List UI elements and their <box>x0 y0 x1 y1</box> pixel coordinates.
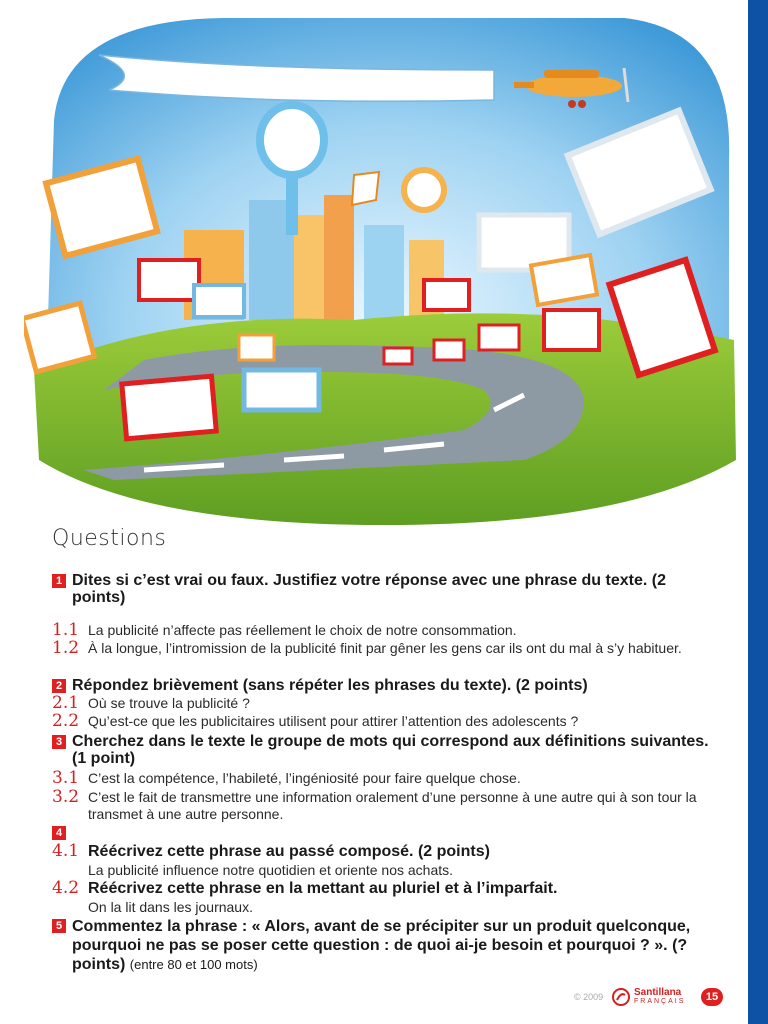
publisher-subtitle: FRANÇAIS <box>634 998 686 1005</box>
question-number-badge: 1 <box>52 574 66 588</box>
sub-question-3-1 <box>52 770 722 787</box>
question-3 <box>52 733 722 767</box>
sub-question-text: C’est la compétence, l’habileté, l’ingéniosité pour faire quelque chose. <box>88 770 521 786</box>
word-count-note: (entre 80 et 100 mots) <box>129 957 258 972</box>
sub-question-text: La publicité n’affecte pas réellement le choix de notre consommation. <box>88 622 517 638</box>
sub-question-text: Qu’est-ce que les publicitaires utilisent pour attirer l’attention des adolescents ? <box>88 713 579 729</box>
sub-question-2-1 <box>52 695 722 712</box>
sub-question-text: Où se trouve la publicité ? <box>88 695 250 711</box>
sub-question-text: À la longue, l’intromission de la publicité finit par gêner les gens car ils ont du mal à s’y habituer. <box>88 640 682 656</box>
sentence-to-rewrite: La publicité influence notre quotidien et oriente nos achats. <box>88 862 454 878</box>
question-number-badge: 4 <box>52 826 66 840</box>
sub-question-2-2 <box>52 713 722 730</box>
copyright-year: © 2009 <box>574 992 604 1002</box>
sentence-to-rewrite: On la lit dans les journaux. <box>88 899 253 915</box>
sub-question-4-1 <box>52 843 722 860</box>
side-color-bar <box>748 0 768 1024</box>
sub-question-number: 3.2 <box>52 787 80 807</box>
sub-question-1-1 <box>52 622 722 639</box>
sub-question-number: 4.1 <box>52 841 80 861</box>
question-heading <box>72 917 722 974</box>
question-4 <box>52 824 722 840</box>
billboards-city-illustration <box>24 0 744 530</box>
sub-question-number: 1.1 <box>52 620 80 640</box>
sub-question-number: 2.2 <box>52 711 80 731</box>
sub-question-4-2 <box>52 880 722 897</box>
sub-question-number: 4.2 <box>52 878 80 898</box>
sub-question-3-2 <box>52 789 722 823</box>
sub-question-text: Réécrivez cette phrase au passé composé. (2 points) <box>88 843 490 860</box>
question-number-badge: 2 <box>52 679 66 693</box>
publisher-name: Santillana <box>634 987 682 998</box>
question-number-badge: 3 <box>52 735 66 749</box>
page-number: 15 <box>701 988 723 1006</box>
question-5 <box>52 917 722 974</box>
sub-question-number: 1.2 <box>52 638 80 658</box>
sub-question-number: 3.1 <box>52 768 80 788</box>
question-number-badge: 5 <box>52 919 66 933</box>
santillana-logo-icon <box>612 988 630 1006</box>
question-2 <box>52 677 722 694</box>
questions-title: Questions <box>52 526 167 551</box>
sub-question-text: Réécrivez cette phrase en la mettant au pluriel et à l’imparfait. <box>88 880 558 897</box>
question-heading-text: Commentez la phrase : « Alors, avant de se précipiter sur un produit quelconque, pourquoi ne pas se poser cette question : de quoi ai-je besoin et pourquoi ? ». (? points) <box>72 918 691 973</box>
publisher-logo <box>612 988 685 1006</box>
question-1 <box>52 572 722 606</box>
sub-question-text: C’est le fait de transmettre une information oralement d’une personne à une autre qui à son tour la transmet à une autre personne. <box>88 789 697 822</box>
sub-question-number: 2.1 <box>52 693 80 713</box>
question-heading: Dites si c’est vrai ou faux. Justifiez votre réponse avec une phrase du texte. (2 points) <box>72 572 666 606</box>
sub-question-1-2 <box>52 640 722 657</box>
question-heading: Répondez brièvement (sans répéter les phrases du texte). (2 points) <box>72 677 588 694</box>
question-heading: Cherchez dans le texte le groupe de mots qui correspond aux définitions suivantes. (1 point) <box>72 733 709 767</box>
